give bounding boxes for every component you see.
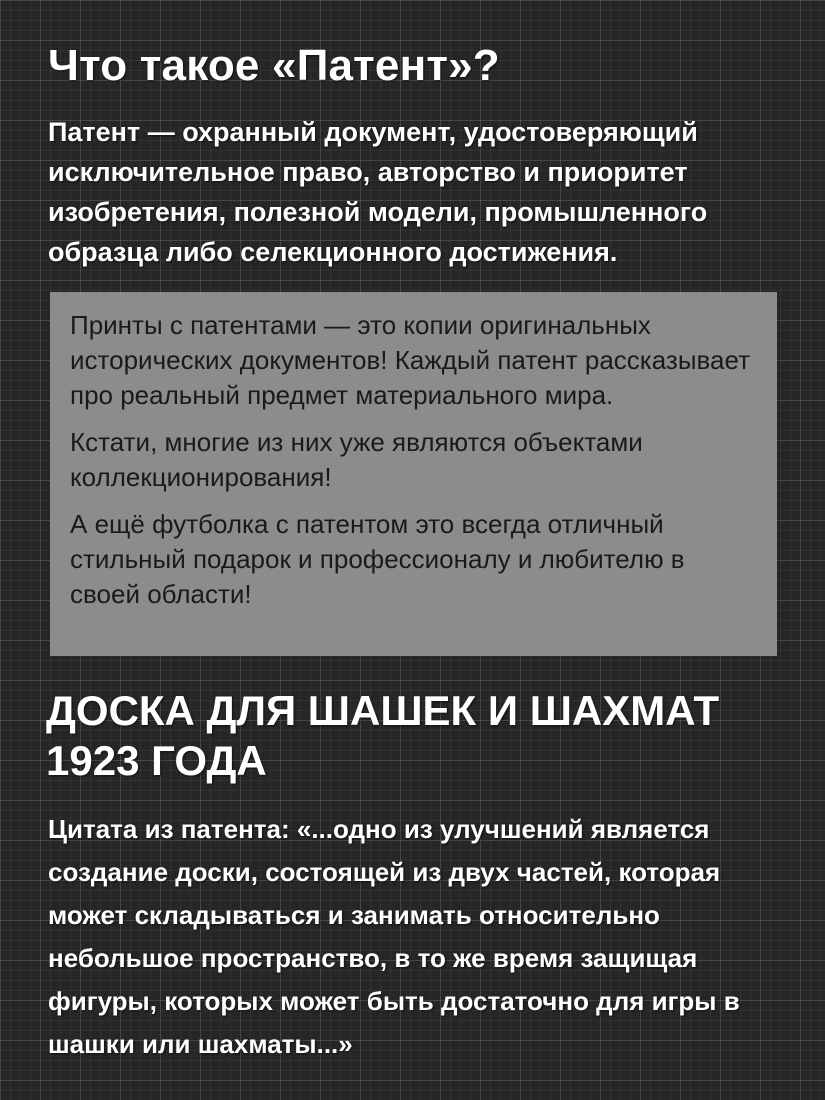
patent-quote: Цитата из патента: «...одно из улучшений является создание доски, состоящей из двух частей, которая может складываться и занимать относительно небольшое пространство, в то же время защищая фигуры, которых может быть достаточно для игры в шашки или шахматы...» <box>48 814 740 1059</box>
page-title: Что такое «Патент»? <box>48 41 500 90</box>
info-paragraph-collecting: Кстати, многие из них уже являются объектами коллекционирования! <box>70 427 643 492</box>
patent-definition: Патент — охранный документ, удостоверяющий исключительное право, авторство и приоритет изобретения, полезной модели, промышленного образца либо селекционного достижения. <box>48 117 708 267</box>
info-paragraph-prints: Принты с патентами — это копии оригинальных исторических документов! Каждый патент рассказывает про реальный предмет материального мира. <box>70 310 751 410</box>
product-heading: ДОСКА ДЛЯ ШАШЕК И ШАХМАТ 1923 ГОДА <box>46 687 720 784</box>
info-paragraph-gift: А ещё футболка с патентом это всегда отличный стильный подарок и профессионалу и любителю в своей области! <box>70 509 685 609</box>
info-box <box>50 292 777 656</box>
